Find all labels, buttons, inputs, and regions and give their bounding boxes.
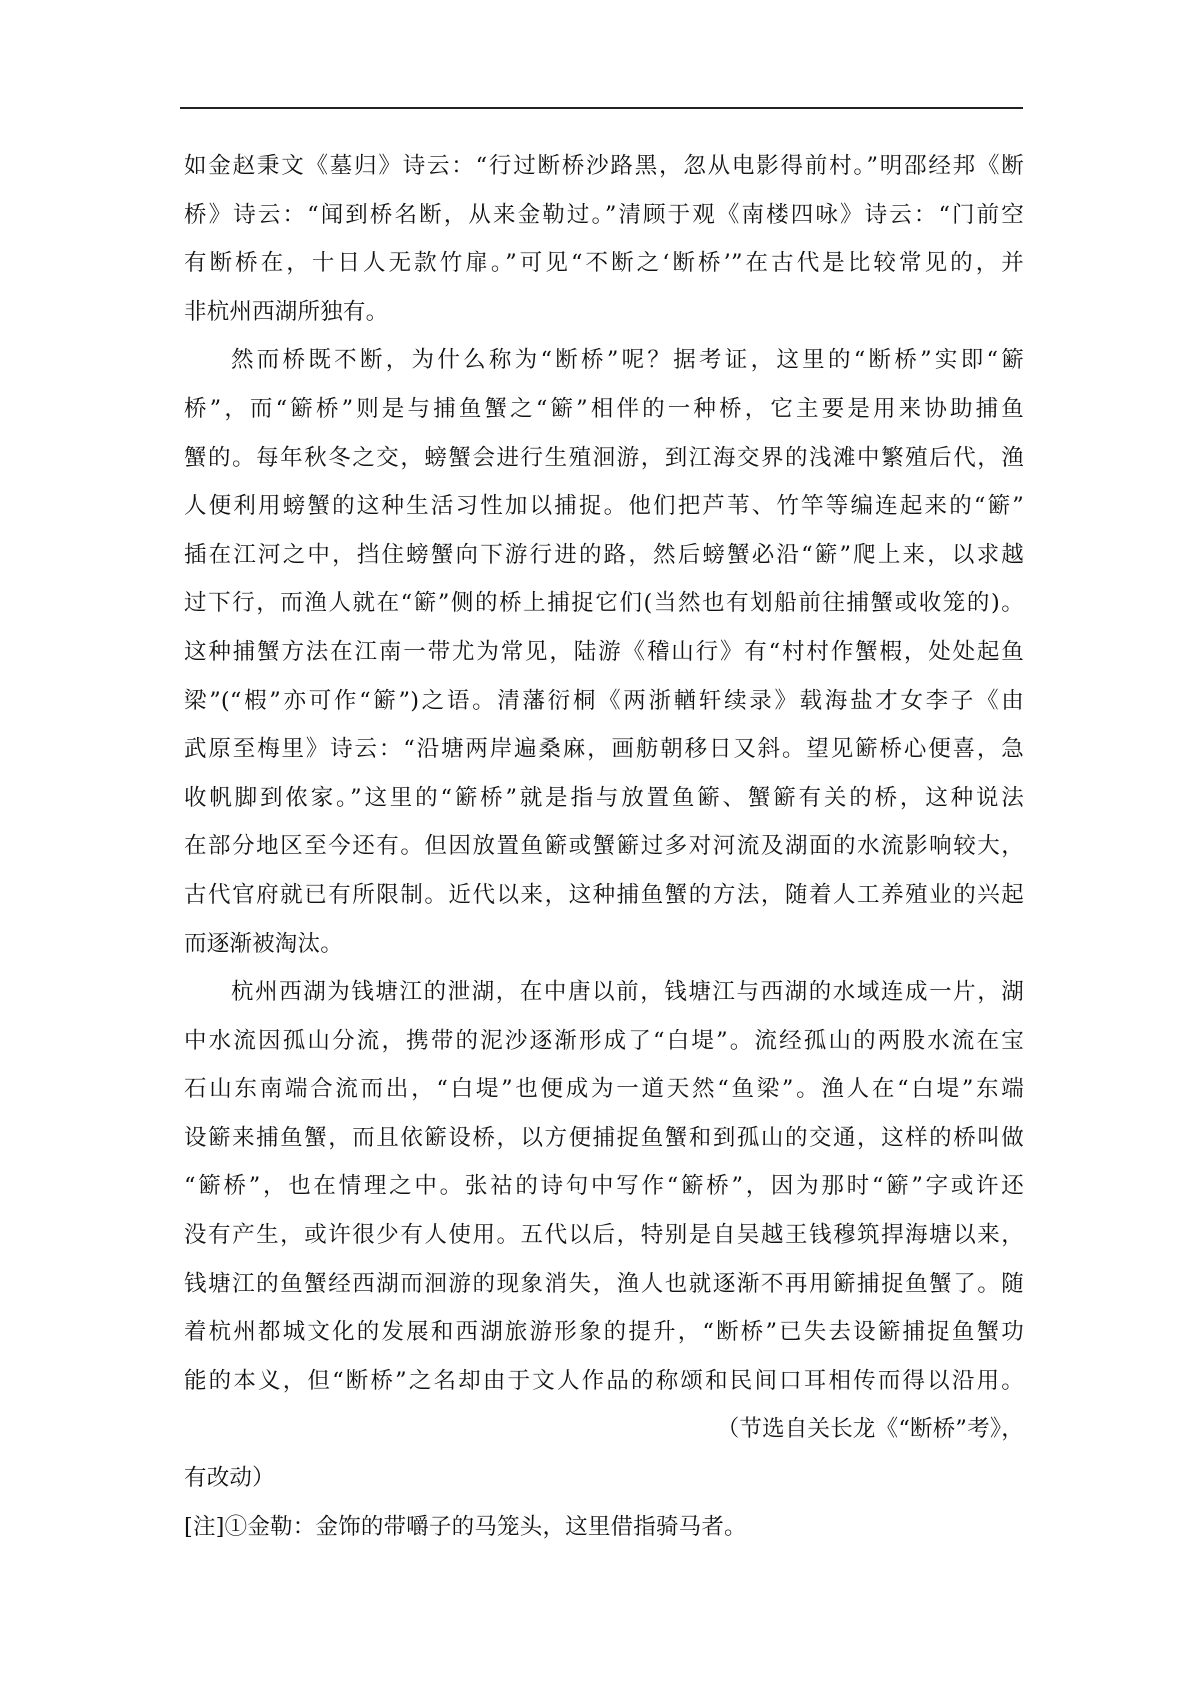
- text-line: “簖桥”，也在情理之中。张祜的诗句中写作“簖桥”，因为那时“簖”字或许还: [184, 1173, 1024, 1200]
- text-line: 钱塘江的鱼蟹经西湖而洄游的现象消失，渔人也就逐渐不再用簖捕捉鱼蟹了。随: [184, 1270, 1024, 1297]
- text-line: 古代官府就已有所限制。近代以来，这种捕鱼蟹的方法，随着人工养殖业的兴起: [184, 881, 1024, 908]
- text-line: 在部分地区至今还有。但因放置鱼簖或蟹簖过多对河流及湖面的水流影响较大，: [184, 833, 1024, 860]
- text-line: 没有产生，或许很少有人使用。五代以后，特别是自吴越王钱穆筑捍海塘以来，: [184, 1222, 1024, 1249]
- text-line: 设簖来捕鱼蟹，而且依簖设桥，以方便捕捉鱼蟹和到孤山的交通，这样的桥叫做: [184, 1124, 1024, 1151]
- text-line: 石山东南端合流而出，“白堤”也便成为一道天然“鱼梁”。渔人在“白堤”东端: [184, 1076, 1024, 1103]
- para-intro-continuation: [184, 142, 1024, 336]
- text-line: 过下行，而渔人就在“簖”侧的桥上捕捉它们(当然也有划船前往捕蟹或收笼的)。: [184, 590, 1024, 617]
- text-line: 有断桥在，十日人无款竹扉。”可见“不断之‘断桥’”在古代是比较常见的，并: [184, 250, 1024, 277]
- source-citation-line: （节选自关长龙《“断桥”考》，: [716, 1416, 1024, 1443]
- text-line: 武原至梅里》诗云：“沿塘两岸遍桑麻，画舫朝移日又斜。望见簖桥心便喜，急: [184, 736, 1024, 763]
- text-line: 梁”(“椵”亦可作“簖”)之语。清藩衍桐《两浙輶轩续录》载海盐才女李子《由: [184, 687, 1024, 714]
- article-body: [184, 142, 1024, 1551]
- text-line: 桥”，而“簖桥”则是与捕鱼蟹之“簖”相伴的一种桥，它主要是用来协助捕鱼: [184, 395, 1024, 422]
- text-line: 杭州西湖为钱塘江的泄湖，在中唐以前，钱塘江与西湖的水域连成一片，湖: [231, 979, 1024, 1006]
- text-line: 蟹的。每年秋冬之交，螃蟹会进行生殖洄游，到江海交界的浅滩中繁殖后代，渔: [184, 444, 1024, 471]
- text-line: 桥》诗云：“闻到桥名断，从来金勒过。”清顾于观《南楼四咏》诗云：“门前空: [184, 201, 1024, 228]
- para-duan-explanation: [184, 336, 1024, 968]
- source-citation: [184, 1405, 1024, 1502]
- text-line: 收帆脚到侬家。”这里的“簖桥”就是指与放置鱼簖、蟹簖有关的桥，这种说法: [184, 784, 1024, 811]
- text-line: 人便利用螃蟹的这种生活习性加以捕捉。他们把芦苇、竹竿等编连起来的“簖”: [184, 493, 1024, 520]
- para-west-lake-history: [184, 968, 1024, 1405]
- text-line: 这种捕蟹方法在江南一带尤为常见，陆游《稽山行》有“村村作蟹椵，处处起鱼: [184, 638, 1024, 665]
- footnote-text: [注]①金勒：金饰的带嚼子的马笼头，这里借指骑马者。: [184, 1513, 747, 1540]
- text-line: 着杭州都城文化的发展和西湖旅游形象的提升，“断桥”已失去设簖捕捉鱼蟹功: [184, 1319, 1024, 1346]
- source-citation-line: 有改动）: [184, 1465, 275, 1492]
- text-line: 非杭州西湖所独有。: [184, 298, 389, 325]
- text-line: 而逐渐被淘汰。: [184, 930, 343, 957]
- text-line: 中水流因孤山分流，携带的泥沙逐渐形成了“白堤”。流经孤山的两股水流在宝: [184, 1027, 1024, 1054]
- text-line: 如金赵秉文《墓归》诗云：“行过断桥沙路黑，忽从电影得前村。”明邵经邦《断: [184, 153, 1024, 179]
- text-line: 插在江河之中，挡住螃蟹向下游行进的路，然后螃蟹必沿“簖”爬上来，以求越: [184, 541, 1024, 568]
- text-line: 能的本义，但“断桥”之名却由于文人作品的称颂和民间口耳相传而得以沿用。: [184, 1367, 1024, 1394]
- text-line: 然而桥既不断，为什么称为“断桥”呢？据考证，这里的“断桥”实即“簖: [231, 347, 1024, 374]
- footnote: [184, 1503, 1024, 1552]
- top-rule: [180, 107, 1023, 109]
